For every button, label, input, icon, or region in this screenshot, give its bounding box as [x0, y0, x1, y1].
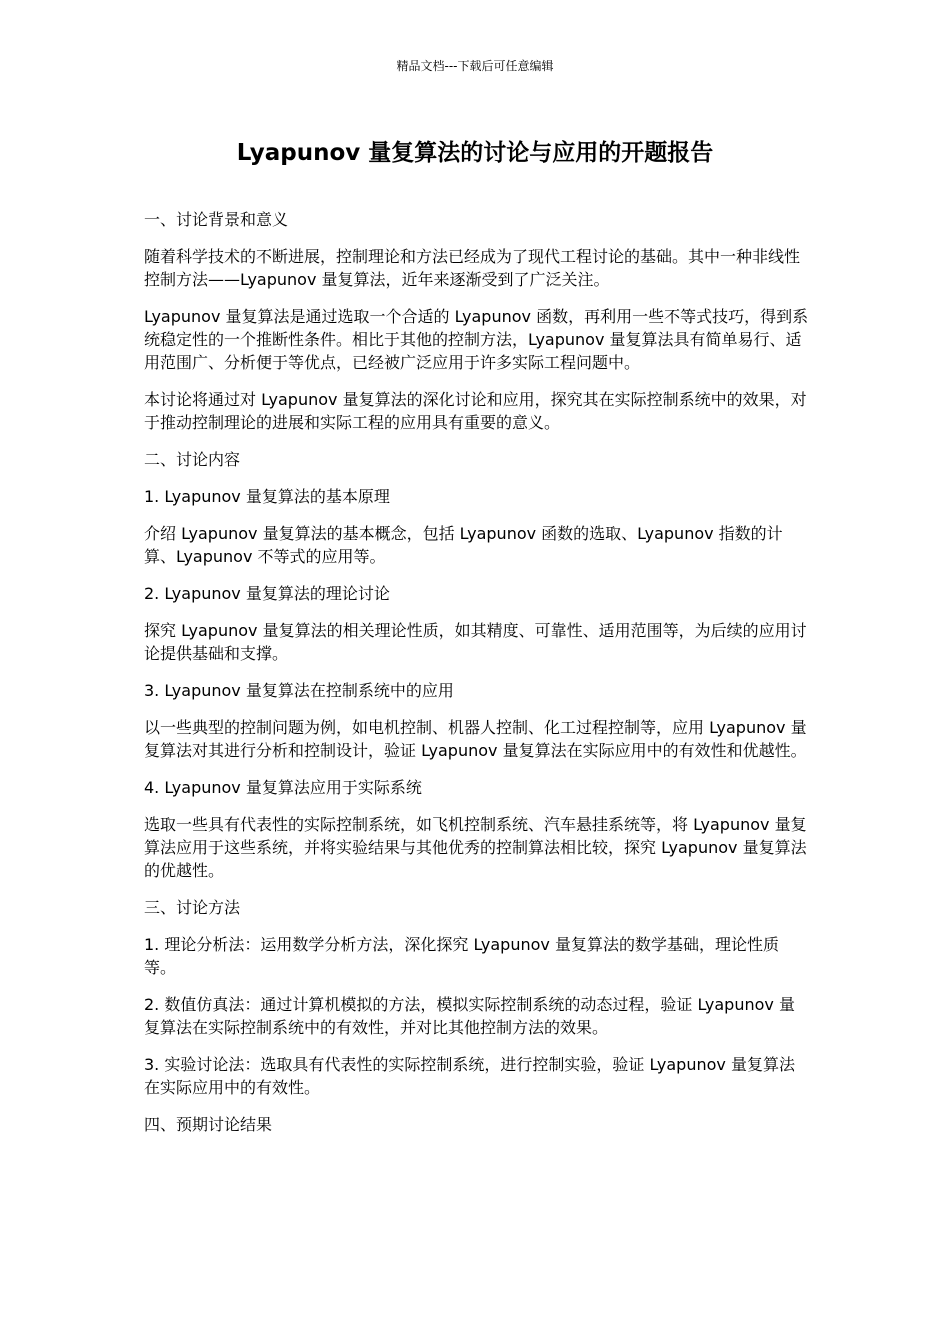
paragraph: Lyapunov 量复算法是通过选取一个合适的 Lyapunov 函数，再利用一些不等式技巧，得到系统稳定性的一个推断性条件。相比于其他的控制方法，Lyapunov 量复算法具有简单易行、适用范围广、分析便于等优点，已经被广泛应用于许多实际工程问题中。	[144, 307, 809, 372]
subheading: 1. Lyapunov 量复算法的基本原理	[144, 487, 390, 506]
paragraph: 随着科学技术的不断进展，控制理论和方法已经成为了现代工程讨论的基础。其中一种非线性控制方法——Lyapunov 量复算法，近年来逐渐受到了广泛关注。	[144, 247, 801, 289]
document-title: Lyapunov 量复算法的讨论与应用的开题报告	[236, 140, 714, 166]
paragraph: 介绍 Lyapunov 量复算法的基本概念，包括 Lyapunov 函数的选取、Lyapunov 指数的计算、Lyapunov 不等式的应用等。	[144, 524, 783, 566]
paragraph: 本讨论将通过对 Lyapunov 量复算法的深化讨论和应用，探究其在实际控制系统中的效果，对于推动控制理论的进展和实际工程的应用具有重要的意义。	[144, 390, 807, 432]
section-heading-content: 二、讨论内容	[144, 450, 241, 469]
subheading: 3. Lyapunov 量复算法在控制系统中的应用	[144, 681, 454, 700]
subheading: 2. Lyapunov 量复算法的理论讨论	[144, 584, 390, 603]
section-heading-background: 一、讨论背景和意义	[144, 210, 289, 229]
page-header-note: 精品文档---下载后可任意编辑	[396, 59, 554, 73]
list-item: 2. 数值仿真法：通过计算机模拟的方法，模拟实际控制系统的动态过程，验证 Lyapunov 量复算法在实际控制系统中的有效性，并对比其他控制方法的效果。	[144, 995, 795, 1037]
section-heading-methods: 三、讨论方法	[144, 898, 241, 917]
list-item: 3. 实验讨论法：选取具有代表性的实际控制系统，进行控制实验，验证 Lyapunov 量复算法在实际应用中的有效性。	[144, 1055, 795, 1097]
list-item: 1. 理论分析法：运用数学分析方法，深化探究 Lyapunov 量复算法的数学基础，理论性质等。	[144, 935, 779, 977]
document-body	[144, 208, 810, 1150]
section-heading-expected-results: 四、预期讨论结果	[144, 1115, 273, 1134]
paragraph: 探究 Lyapunov 量复算法的相关理论性质，如其精度、可靠性、适用范围等，为后续的应用讨论提供基础和支撑。	[144, 621, 807, 663]
subheading: 4. Lyapunov 量复算法应用于实际系统	[144, 778, 422, 797]
paragraph: 以一些典型的控制问题为例，如电机控制、机器人控制、化工过程控制等，应用 Lyapunov 量复算法对其进行分析和控制设计，验证 Lyapunov 量复算法在实际应用中的有效性和优越性。	[144, 718, 807, 760]
paragraph: 选取一些具有代表性的实际控制系统，如飞机控制系统、汽车悬挂系统等，将 Lyapunov 量复算法应用于这些系统，并将实验结果与其他优秀的控制算法相比较，探究 Lyapunov 量复算法的优越性。	[144, 815, 807, 880]
